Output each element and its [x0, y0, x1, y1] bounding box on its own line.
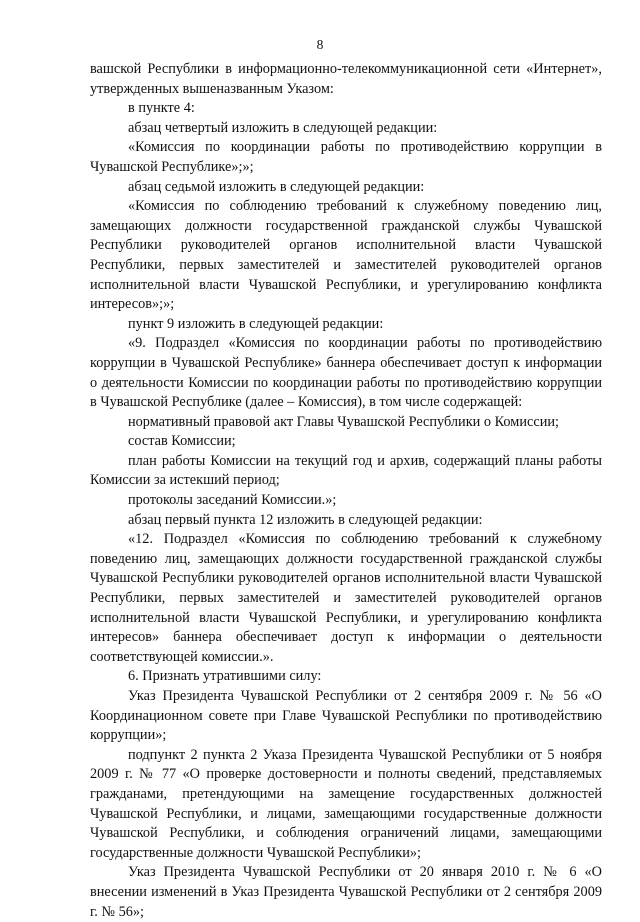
document-body	[90, 60, 602, 922]
paragraph-continuation: вашской Республики в информационно-телекоммуникационной сети «Интернет», утвержденных вышеназванным Указом:	[90, 61, 602, 97]
paragraph: «Комиссия по координации работы по противодействию коррупции в Чувашской Республике»;»;	[90, 139, 602, 175]
paragraph: абзац четвертый изложить в следующей редакции:	[128, 119, 438, 136]
paragraph: Указ Президента Чувашской Республики от 20 января 2010 г. № 6 «О внесении изменений в Указ Президента Чувашской Республики от 2 сентября 2009 г. № 56»;	[90, 864, 602, 920]
paragraph: 6. Признать утратившими силу:	[128, 668, 322, 685]
paragraph: протоколы заседаний Комиссии.»;	[128, 492, 337, 509]
paragraph: пункт 9 изложить в следующей редакции:	[128, 315, 384, 332]
paragraph: подпункт 2 пункта 2 Указа Президента Чувашской Республики от 5 ноября 2009 г. № 77 «О проверке достоверности и полноты сведений, представляемых гражданами, претендующими на замещение государственных должностей Чувашской Республики, и лицами, замещающими государственные должности Чувашской Республики, и соблюдения ограничений лицами, замещающими государственные должности Чувашской Республики»;	[90, 746, 602, 861]
paragraph: в пункте 4:	[128, 100, 195, 117]
paragraph: «Комиссия по соблюдению требований к служебному поведению лиц, замещающих должности государственной гражданской службы Чувашской Республики руководителей органов исполнительной власти Чувашской Республики, первых заместителей и заместителей руководителей органов исполнительной власти Чувашской Республики, и урегулированию конфликта интересов»;»;	[90, 198, 602, 313]
paragraph: план работы Комиссии на текущий год и архив, содержащий планы работы Комиссии за истекший период;	[90, 452, 602, 489]
page-number: 8	[316, 37, 324, 52]
paragraph: состав Комиссии;	[128, 433, 236, 450]
paragraph: «12. Подраздел «Комиссия по соблюдению требований к служебному поведению лиц, замещающих должности государственной гражданской службы Чувашской Республики руководителей органов исполнительной власти Чувашской Республики, первых заместителей и заместителей руководителей органов исполнительной власти Чувашской Республики, и урегулированию конфликта интересов» баннера обеспечивает доступ к информации о деятельности соответствующей комиссии.».	[90, 531, 602, 665]
paragraph: нормативный правовой акт Главы Чувашской Республики о Комиссии;	[128, 413, 559, 430]
paragraph: «9. Подраздел «Комиссия по координации работы по противодействию коррупции в Чувашской Республике» баннера обеспечивает доступ к информации о деятельности Комиссии по координации работы по противодействию коррупции в Чувашской Республике (далее – Комиссия), в том числе содержащей:	[90, 335, 602, 411]
paragraph: абзац первый пункта 12 изложить в следующей редакции:	[128, 511, 483, 528]
paragraph: абзац седьмой изложить в следующей редакции:	[128, 178, 425, 195]
paragraph: Указ Президента Чувашской Республики от 2 сентября 2009 г. № 56 «О Координационном совете при Главе Чувашской Республики по противодействию коррупции»;	[90, 688, 602, 744]
